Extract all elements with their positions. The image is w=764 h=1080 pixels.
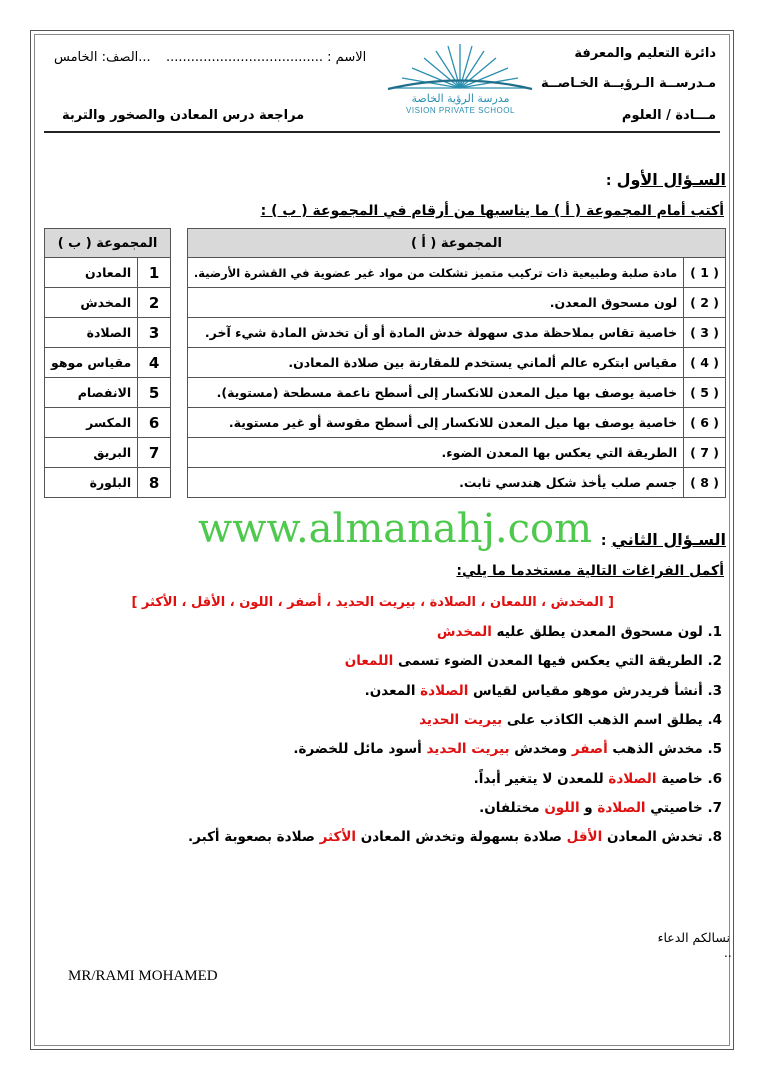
group-b-number: 7 [138,438,171,468]
group-a-blank-number[interactable]: ( 1 ) [684,258,726,288]
group-b-term: البلورة [45,468,138,498]
group-b-term: البريق [45,438,138,468]
group-a-row [187,378,725,408]
sunburst-logo-icon [378,42,543,92]
watermark-text: www.almanahj.com [198,506,593,552]
group-b-number: 5 [138,378,171,408]
group-a-row [187,438,725,468]
group-b-number: 2 [138,288,171,318]
logo-english-text: VISION PRIVATE SCHOOL [406,106,515,115]
word-bank: [ المخدش ، اللمعان ، الصلادة ، بيريت الحديد ، أصفر ، اللون ، الأقل ، الأكثر ] [131,595,614,610]
item-text: صلادة بصعوبة أكبر. [188,829,320,845]
group-b-number: 6 [138,408,171,438]
group-a-statement: خاصية تقاس بملاحظة مدى سهولة خدش المادة أو أن تخدش المادة شيء آخر. [187,318,683,348]
group-a-statement: جسم صلب يأخذ شكل هندسي ثابت. [187,468,683,498]
fill-in-item [365,683,722,699]
group-b-row [45,288,171,318]
group-a-statement: لون مسحوق المعدن. [187,288,683,318]
header-divider [44,131,720,133]
group-a-statement: الطريقة التي يعكس بها المعدن الضوء. [187,438,683,468]
item-text: مختلفان. [479,800,545,816]
item-text: أسود مائل للخضرة. [293,741,427,757]
q2-heading [601,530,726,549]
fill-in-item [479,800,722,816]
item-text: و [579,800,598,816]
answer-word: الصلادة [597,800,646,816]
item-text: 4. يطلق اسم الذهب الكاذب على [502,712,722,728]
group-b-row [45,258,171,288]
group-a-blank-number[interactable]: ( 2 ) [684,288,726,318]
q2-instruction: أكمل الفراغات التالية مستخدما ما يلي: [456,563,724,579]
group-b-row [45,438,171,468]
group-b-term: المكسر [45,408,138,438]
group-b-number: 4 [138,348,171,378]
q1-heading [606,170,726,189]
group-a-statement: خاصية يوصف بها ميل المعدن للانكسار إلى أسطح ناعمة مسطحة (مستوية). [187,378,683,408]
answer-word: الصلادة [420,683,469,699]
group-a-statement: خاصية يوصف بها ميل المعدن للانكسار إلى أسطح مقوسة أو غير مستوية. [187,408,683,438]
item-text: 1. لون مسحوق المعدن يطلق عليه [491,624,722,640]
closing-text: نسالكم الدعاء [657,930,730,945]
answer-word: أصفر [571,741,608,757]
item-text: 7. خاصيتي [645,800,722,816]
q1-title: السـؤال الأول [616,170,726,189]
group-a-blank-number[interactable]: ( 6 ) [684,408,726,438]
fill-in-item [188,829,722,845]
group-b-term: مقياس موهو [45,348,138,378]
q1-instruction: أكتب أمام المجموعة ( أ ) ما يناسبها من أرقام في المجموعة ( ب ) : [260,203,724,219]
answer-word: الأقل [566,829,603,845]
grade-label: ...الصف: الخامس [54,50,151,65]
answer-word: المخدش [436,624,492,640]
item-text: 3. أنشأ فريدرش موهو مقياس لقياس [468,683,722,699]
fill-in-item [437,624,722,640]
group-a-header: المجموعة ( أ ) [187,229,725,258]
group-b-term: المعادن [45,258,138,288]
group-a-statement: مادة صلبة وطبيعية ذات تركيب متميز تشكلت من مواد غير عضوية في القشرة الأرضية. [187,258,683,288]
item-text: للمعدن لا يتغير أبداً. [473,771,609,787]
school-name: مـدرســة الـرؤيــة الخـاصــة [540,76,716,91]
group-a-blank-number[interactable]: ( 7 ) [684,438,726,468]
group-a-row [187,408,725,438]
answer-word: بيريت الحديد [426,741,510,757]
item-text: 2. الطريقة التي يعكس فيها المعدن الضوء تسمى [393,653,722,669]
group-b-term: الانفصام [45,378,138,408]
closing-dots: .. [724,946,732,960]
subject-label: مـــادة / العلوم [621,108,716,123]
group-a-blank-number[interactable]: ( 5 ) [684,378,726,408]
group-a-row [187,348,725,378]
group-b-row [45,378,171,408]
group-b-term: المخدش [45,288,138,318]
group-b-row [45,468,171,498]
group-b-row [45,408,171,438]
fill-in-item [293,741,722,757]
group-a-row [187,288,725,318]
group-a-row [187,468,725,498]
item-text: 6. خاصية [656,771,722,787]
group-b-term: الصلادة [45,318,138,348]
directorate-label: دائرة التعليم والمعرفة [574,46,716,61]
answer-word: اللمعان [344,653,394,669]
group-b-header: المجموعة ( ب ) [45,229,171,258]
group-b-number: 3 [138,318,171,348]
fill-in-item [345,653,722,669]
item-text: صلادة بسهولة وتخدش المعادن [356,829,567,845]
review-title: مراجعة درس المعادن والصخور والتربة [62,108,305,123]
group-a-row [187,318,725,348]
item-text: المعدن. [364,683,421,699]
answer-word: اللون [544,800,580,816]
group-b-number: 8 [138,468,171,498]
item-text: 5. مخدش الذهب [607,741,722,757]
group-b-number: 1 [138,258,171,288]
item-text: 8. تخدش المعادن [602,829,722,845]
item-text: ومخدش [509,741,572,757]
school-logo [378,42,543,120]
group-b-row [45,348,171,378]
answer-word: الصلادة [608,771,657,787]
group-a-statement: مقياس ابتكره عالم ألماني يستخدم للمقارنة بين صلادة المعادن. [187,348,683,378]
group-a-blank-number[interactable]: ( 8 ) [684,468,726,498]
answer-word: الأكثر [319,829,357,845]
fill-in-item [419,712,722,728]
group-a-row [187,258,725,288]
answer-word: بيريت الحديد [419,712,503,728]
q1-colon: : [605,173,612,189]
group-b-row [45,318,171,348]
logo-arabic-text: مدرسة الرؤية الخاصة [411,92,510,105]
group-a-blank-number[interactable]: ( 4 ) [684,348,726,378]
fill-in-item [474,771,722,787]
q2-colon: : [600,533,607,549]
group-a-blank-number[interactable]: ( 3 ) [684,318,726,348]
teacher-signature: MR/RAMI MOHAMED [68,968,218,984]
group-a-table [187,228,726,498]
student-name-field: الاسم : ...................................... [166,50,367,65]
group-b-table [44,228,171,498]
q2-title: السـؤال الثاني [611,530,726,549]
